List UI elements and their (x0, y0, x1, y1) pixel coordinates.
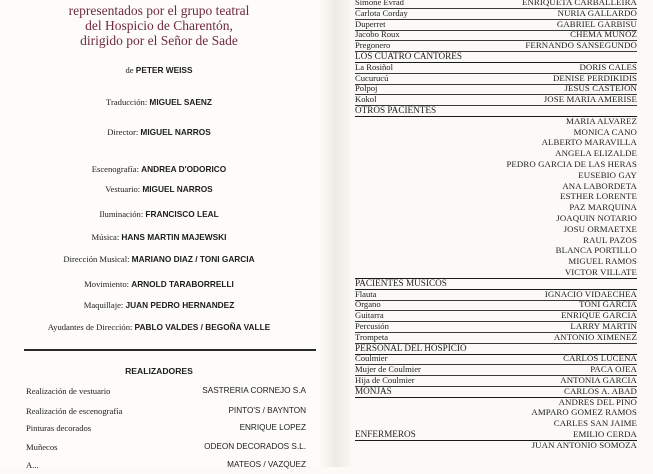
character-name: Percusión (355, 321, 389, 331)
credit-name: JUAN PEDRO HERNANDEZ (125, 300, 235, 310)
actor-name: ALBERTO MARAVILLA (541, 137, 637, 148)
actor-name: IGNACIO VIDAECHEA (544, 288, 637, 299)
character-name: Carlota Corday (355, 7, 408, 18)
credit-role: Iluminación: (99, 209, 144, 219)
character-name: Organo (355, 299, 381, 310)
character-name: Cucurucú (355, 72, 389, 83)
cast-row (355, 182, 637, 192)
credit-role: Traducción: (106, 97, 148, 107)
actor-name: CARLOS LUCENA (563, 353, 637, 364)
credit-role: Director: (107, 127, 139, 137)
actor-name: EUSEBIO GAY (578, 169, 637, 180)
credit-row (0, 254, 318, 264)
cast-row (355, 441, 637, 451)
character-name: Simone Evrad (355, 0, 404, 7)
actor-name: JOSE MARIA AMERISE (543, 94, 637, 105)
actor-name: VICTOR VILLATE (564, 267, 637, 277)
credit-role: Ayudantes de Dirección: (47, 322, 133, 332)
actor-name: MARIA ALVAREZ (566, 115, 637, 126)
credit-name: MIGUEL NARROS (140, 127, 211, 137)
credit-row (0, 164, 318, 174)
realizador-label: Realización de vestuario (26, 386, 111, 396)
actor-name: PACA OJEA (590, 364, 637, 375)
credit-row (0, 232, 318, 242)
realizador-name: SASTRERIA CORNEJO S.A (202, 386, 306, 395)
credit-row (0, 209, 318, 219)
cast-row (355, 225, 637, 235)
actor-name: ENRIQUE GARCIA (561, 310, 637, 321)
actor-name: JESUS CASTEJON (564, 83, 637, 94)
credit-name: MARIANO DIAZ / TONI GARCIA (131, 254, 255, 264)
credit-name: MIGUEL SAENZ (149, 97, 212, 107)
cast-row (355, 398, 637, 408)
title-line-2: del Hospicio de Charentón, (85, 18, 233, 33)
actor-name: ANTONIO XIMENEZ (553, 331, 637, 342)
credit-role: Dirección Musical: (63, 254, 130, 264)
left-page (0, 0, 318, 470)
character-name: Guitarra (355, 310, 384, 321)
section-title: PACIENTES MUSICOS (355, 277, 447, 288)
realizador-label: Realización de escenografía (26, 406, 123, 416)
actor-name: CARLES SAN JAIME (553, 418, 637, 429)
actor-name: NURIA GALLARDO (557, 7, 637, 18)
cast-row (355, 246, 637, 256)
actor-name: PEDRO GARCIA DE LAS HERAS (506, 159, 637, 169)
author-credit (0, 65, 318, 75)
credit-role: Vestuario: (105, 184, 141, 194)
actor-name: CARLOS A. ABAD (563, 385, 637, 396)
actor-name: MONICA CANO (573, 126, 637, 137)
cast-row (355, 214, 637, 224)
credit-name: PABLO VALDES / BEGOÑA VALLE (134, 322, 271, 332)
actor-name: JOAQUIN NOTARIO (556, 213, 637, 223)
cast-row (355, 149, 637, 159)
realizador-name: ODEON DECORADOS S.L. (204, 442, 306, 451)
credit-name: MIGUEL NARROS (142, 184, 213, 194)
section-title: LOS CUATRO CANTORES (355, 51, 463, 61)
realizador-label: Pinturas decorados (26, 423, 92, 433)
realizador-row (26, 423, 306, 437)
character-name: Trompeta (355, 331, 389, 342)
realizador-name: PINTO'S / BAYNTON (228, 406, 306, 415)
character-name: Polpoj (355, 83, 378, 94)
actor-name: AMPARO GOMEZ RAMOS (531, 407, 637, 418)
realizador-row (26, 460, 306, 474)
actor-name: ESTHER LORENTE (560, 191, 637, 202)
character-name: Flauta (355, 288, 377, 299)
section-title: MONJAS (355, 385, 392, 396)
realizador-name: ENRIQUE LOPEZ (239, 423, 306, 432)
actor-name: EMILIO CERDA (573, 429, 637, 439)
author-prefix: de (125, 65, 134, 75)
page-gutter (318, 0, 350, 467)
credit-row (0, 300, 318, 310)
cast-row (355, 117, 637, 127)
realizador-row (26, 442, 306, 456)
character-name: Pregonero (355, 40, 391, 51)
character-name: La Rosiñol (355, 61, 393, 72)
actor-name: FERNANDO SANSEGUNDO (525, 40, 637, 51)
character-name: Jacobo Roux (355, 29, 400, 40)
realizador-label: Muñecos (26, 442, 58, 452)
cast-row (355, 257, 637, 267)
actor-name: DORIS CALES (579, 61, 637, 72)
actor-name: ANGELA ELIZALDE (555, 148, 637, 159)
credit-row (0, 97, 318, 107)
actor-name: ANDRES DEL PINO (558, 396, 637, 407)
cast-row (355, 138, 637, 148)
credit-role: Escenografía: (91, 164, 139, 174)
credit-name: ANDREA D'ODORICO (141, 164, 227, 174)
actor-name: LARRY MARTIN (570, 321, 637, 331)
realizadores-heading: REALIZADORES (125, 366, 193, 376)
actor-name: JOSU ORMAETXE (563, 223, 637, 234)
cast-row (355, 160, 637, 170)
actor-name: RAUL PAZOS (583, 234, 637, 245)
character-name: Duperret (355, 18, 386, 29)
cast-row (355, 171, 637, 181)
section-title: PERSONAL DEL HOSPICIO (355, 342, 467, 353)
character-name: Kokol (355, 94, 377, 105)
cast-row (355, 128, 637, 138)
credit-row (0, 322, 318, 332)
section-title: OTROS PACIENTES (355, 105, 437, 115)
credit-role: Movimiento: (84, 279, 130, 289)
actor-name: ANA LABORDETA (562, 180, 637, 191)
section-title: ENFERMEROS (355, 429, 416, 439)
credit-name: HANS MARTIN MAJEWSKI (121, 232, 227, 242)
actor-name: ANTONIA GARCIA (560, 375, 637, 385)
cast-row (355, 419, 637, 429)
title-line-3: dirigido por el Señor de Sade (80, 33, 238, 48)
credit-row (0, 127, 318, 137)
character-name: Mujer de Coulmier (355, 364, 421, 375)
credit-role: Maquillaje: (83, 300, 124, 310)
realizador-row (26, 386, 306, 400)
actor-name: JUAN ANTONIO SOMOZA (531, 439, 637, 450)
actor-name: CHEMA MUÑOZ (570, 29, 637, 40)
cast-row (355, 236, 637, 246)
actor-name: TONI GARCIA (579, 299, 637, 310)
cast-row (355, 408, 637, 418)
character-name: Coulmier (355, 353, 388, 364)
actor-name: BLANCA PORTILLO (555, 245, 637, 256)
realizador-row (26, 406, 306, 420)
actor-name: GABRIEL GARBISU (556, 18, 637, 29)
section-divider (24, 349, 316, 351)
cast-row (355, 192, 637, 202)
credit-name: ARNOLD TARABORRELLI (131, 279, 234, 289)
actor-name: DENISE PERDIKIDIS (552, 72, 637, 83)
title-line-1: representados por el grupo teatral (68, 3, 250, 18)
author-name: PETER WEISS (135, 65, 193, 75)
credit-row (0, 184, 318, 194)
actor-name: MIGUEL RAMOS (568, 256, 637, 267)
realizador-name: MATEOS / VAZQUEZ (227, 460, 306, 469)
realizador-label: A... (26, 460, 39, 470)
credit-row (0, 279, 318, 289)
credit-name: FRANCISCO LEAL (145, 209, 219, 219)
cast-row (355, 203, 637, 213)
credit-role: Música: (91, 232, 120, 242)
character-name: Hija de Coulmier (355, 375, 415, 385)
actor-name: PAZ MARQUINA (569, 202, 637, 213)
actor-name: ENRIQUETA CARBALLEIRA (521, 0, 637, 7)
